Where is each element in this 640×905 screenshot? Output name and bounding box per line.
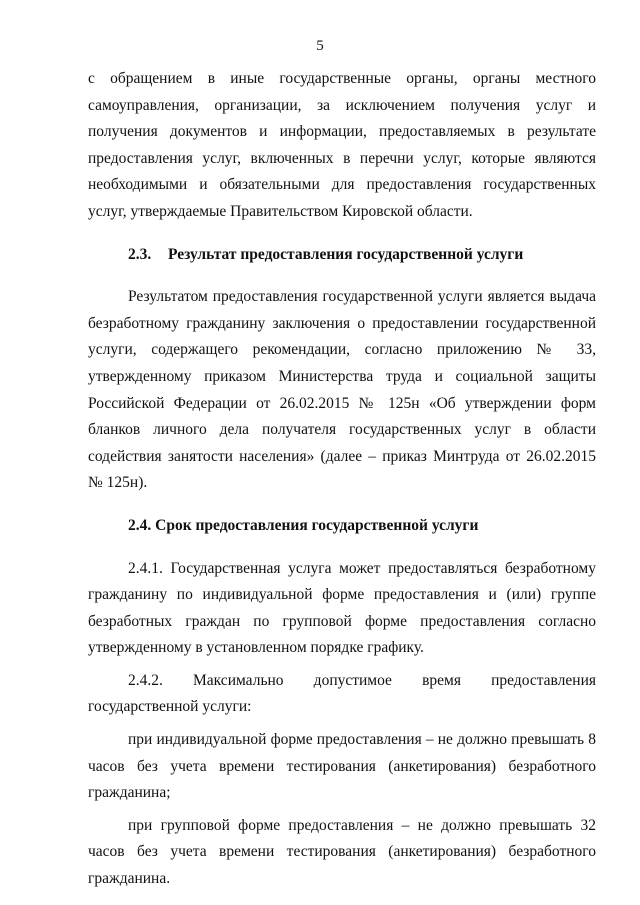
paragraph-individual-form: при индивидуальной форме предоставления – не должно превышать 8 часов без учета времени тестирования (анкетирования) безработного гражданина;	[88, 731, 596, 802]
page-number: 5	[316, 38, 324, 54]
document-body	[88, 66, 596, 893]
section-2-3-paragraph: Результатом предоставления государственной услуги является выдача безработному гражданину заключения о предоставлении государственной услуги, содержащего рекомендации, согласно приложению № 33, утвержденному приказом Министерства труда и социальной защиты Российской Федерации от 26.02.2015 № 125н «Об утверждении форм бланков личного дела получателя государственных услуг в области содействия занятости населения» (далее – приказ Минтруда от 26.02.2015 № 125н).	[88, 288, 596, 492]
paragraph-2-4-1: 2.4.1. Государственная услуга может предоставляться безработному гражданину по индивидуальной форме предоставления и (или) группе безработных граждан по групповой форме предоставления согласно утвержденному в установленном порядке графику.	[88, 559, 596, 657]
section-title-2-3: Результат предоставления государственной услуги	[168, 245, 524, 263]
section-heading-2-4: 2.4. Срок предоставления государственной услуги	[128, 516, 479, 534]
intro-paragraph: с обращением в иные государственные органы, органы местного самоуправления, организации, за исключением получения услуг и получения документов и информации, предоставляемых в результате предоставления услуг, включенных в перечни услуг, которые являются необходимыми и обязательными для предоставления государственных услуг, утверждаемые Правительством Кировской области.	[88, 70, 596, 220]
section-number-2-3: 2.3.	[128, 245, 152, 263]
paragraph-group-form: при групповой форме предоставления – не должно превышать 32 часов без учета времени тестирования (анкетирования) безработного гражданина.	[88, 816, 596, 888]
paragraph-2-4-2: 2.4.2. Максимально допустимое время предоставления государственной услуги:	[88, 671, 596, 716]
section-heading-2-3	[88, 242, 596, 269]
